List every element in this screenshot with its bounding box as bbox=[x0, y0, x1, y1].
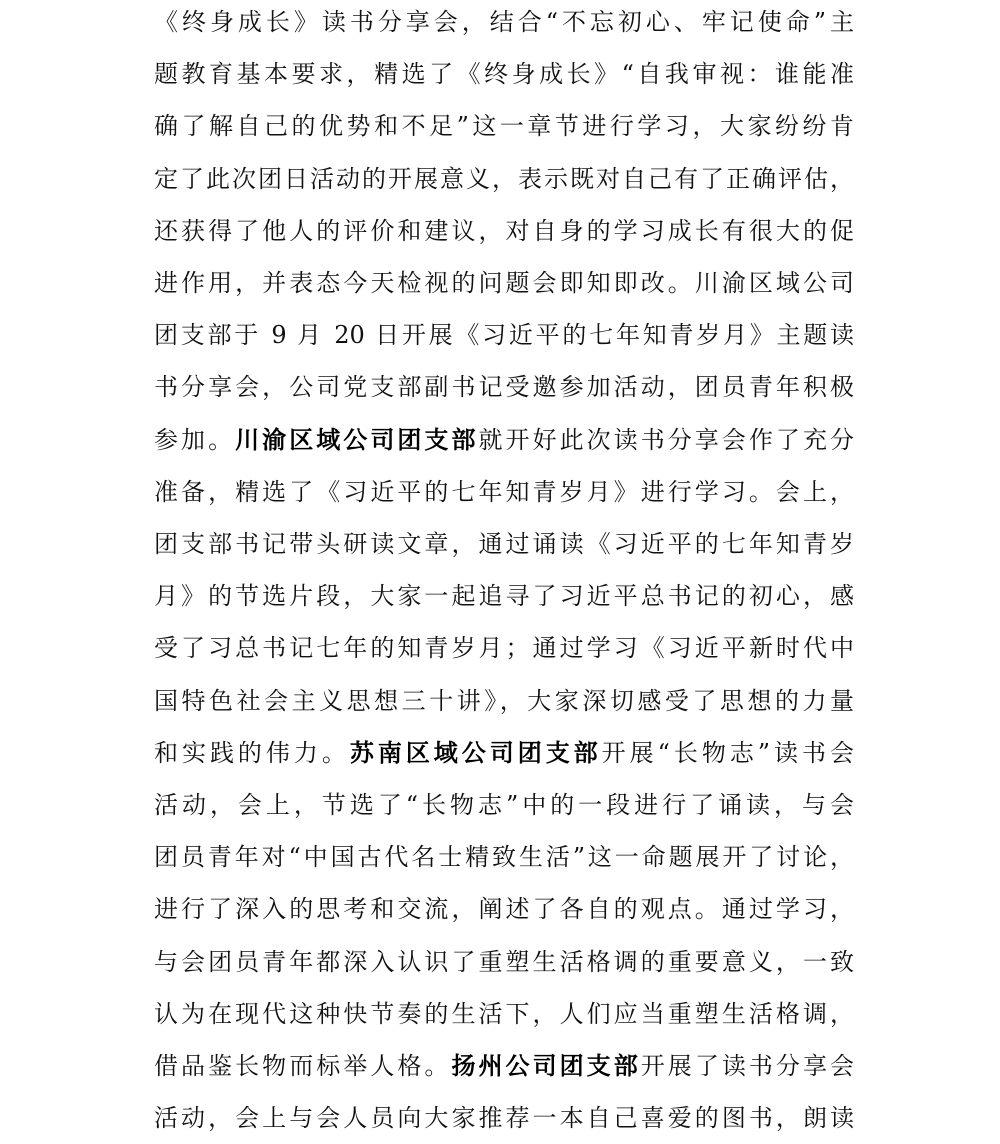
text-segment: 书分享会，公司党支部副书记受邀参加活动，团员青年积极 bbox=[154, 373, 854, 402]
text-line bbox=[154, 258, 854, 308]
text-segment: 确了解自己的优势和不足”这一章节进行学习，大家纷纷肯 bbox=[154, 112, 854, 141]
text-line bbox=[154, 780, 854, 830]
text-segment: 进行了深入的思考和交流，阐述了各自的观点。通过学习， bbox=[154, 895, 854, 924]
text-segment: 国特色社会主义思想三十讲》，大家深切感受了思想的力量 bbox=[154, 686, 854, 715]
text-line bbox=[154, 101, 854, 151]
text-line bbox=[154, 49, 854, 99]
text-line bbox=[154, 154, 854, 204]
text-line bbox=[154, 676, 854, 726]
text-segment: 受了习总书记七年的知青岁月；通过学习《习近平新时代中 bbox=[154, 634, 854, 663]
text-segment: 活动，会上，节选了“长物志”中的一段进行了诵读，与会 bbox=[154, 791, 854, 819]
text-line bbox=[154, 728, 854, 778]
text-segment: 《终身成长》读书分享会，结合“不忘初心、牢记使命”主 bbox=[154, 8, 854, 36]
text-segment: 团支部书记带头研读文章，通过诵读《习近平的七年知青岁 bbox=[154, 530, 854, 558]
text-line bbox=[154, 832, 854, 882]
text-line bbox=[154, 937, 854, 987]
text-line bbox=[154, 467, 854, 517]
text-line bbox=[154, 519, 854, 569]
text-line bbox=[154, 415, 854, 465]
text-segment: 题教育基本要求，精选了《终身成长》“自我审视：谁能准 bbox=[154, 60, 854, 89]
text-line bbox=[154, 362, 854, 412]
text-line bbox=[154, 206, 854, 256]
text-segment: 开展了读书分享会 bbox=[640, 1052, 855, 1080]
text-line bbox=[154, 1041, 854, 1091]
text-segment: 团员青年对“中国古代名士精致生活”这一命题展开了讨论， bbox=[154, 843, 854, 872]
text-segment: 参加。 bbox=[154, 425, 236, 454]
text-segment: 和实践的伟力。 bbox=[154, 738, 350, 767]
text-line bbox=[154, 989, 854, 1039]
text-line bbox=[154, 623, 854, 673]
text-line bbox=[154, 1093, 854, 1143]
text-line bbox=[154, 571, 854, 621]
text-segment: 定了此次团日活动的开展意义，表示既对自己有了正确评估， bbox=[154, 164, 854, 193]
text-line bbox=[154, 884, 854, 934]
text-segment: 与会团员青年都深入认识了重塑生活格调的重要意义，一致 bbox=[154, 947, 854, 976]
highlighted-org-name: 苏南区域公司团支部 bbox=[349, 738, 602, 767]
highlighted-org-name: 川渝区域公司团支部 bbox=[235, 425, 479, 454]
text-segment: 进作用，并表态今天检视的问题会即知即改。川渝区域公司 bbox=[154, 269, 854, 297]
text-segment: 还获得了他人的评价和建议，对自身的学习成长有很大的促 bbox=[154, 216, 854, 245]
text-segment: 开展“长物志”读书会 bbox=[601, 738, 855, 767]
text-segment: 借品鉴长物而标举人格。 bbox=[154, 1052, 452, 1080]
text-line bbox=[154, 0, 854, 47]
text-segment: 活动，会上与会人员向大家推荐一本自己喜爱的图书，朗读 bbox=[154, 1104, 854, 1133]
text-segment: 团支部于 9 月 20 日开展《习近平的七年知青岁月》主题读 bbox=[154, 321, 854, 350]
highlighted-org-name: 扬州公司团支部 bbox=[451, 1052, 641, 1080]
text-segment: 认为在现代这种快节奏的生活下，人们应当重塑生活格调， bbox=[154, 999, 854, 1028]
text-line bbox=[154, 310, 854, 360]
text-segment: 准备，精选了《习近平的七年知青岁月》进行学习。会上， bbox=[154, 477, 854, 506]
text-segment: 就开好此次读书分享会作了充分 bbox=[478, 425, 855, 454]
text-segment: 月》的节选片段，大家一起追寻了习近平总书记的初心，感 bbox=[154, 582, 854, 611]
